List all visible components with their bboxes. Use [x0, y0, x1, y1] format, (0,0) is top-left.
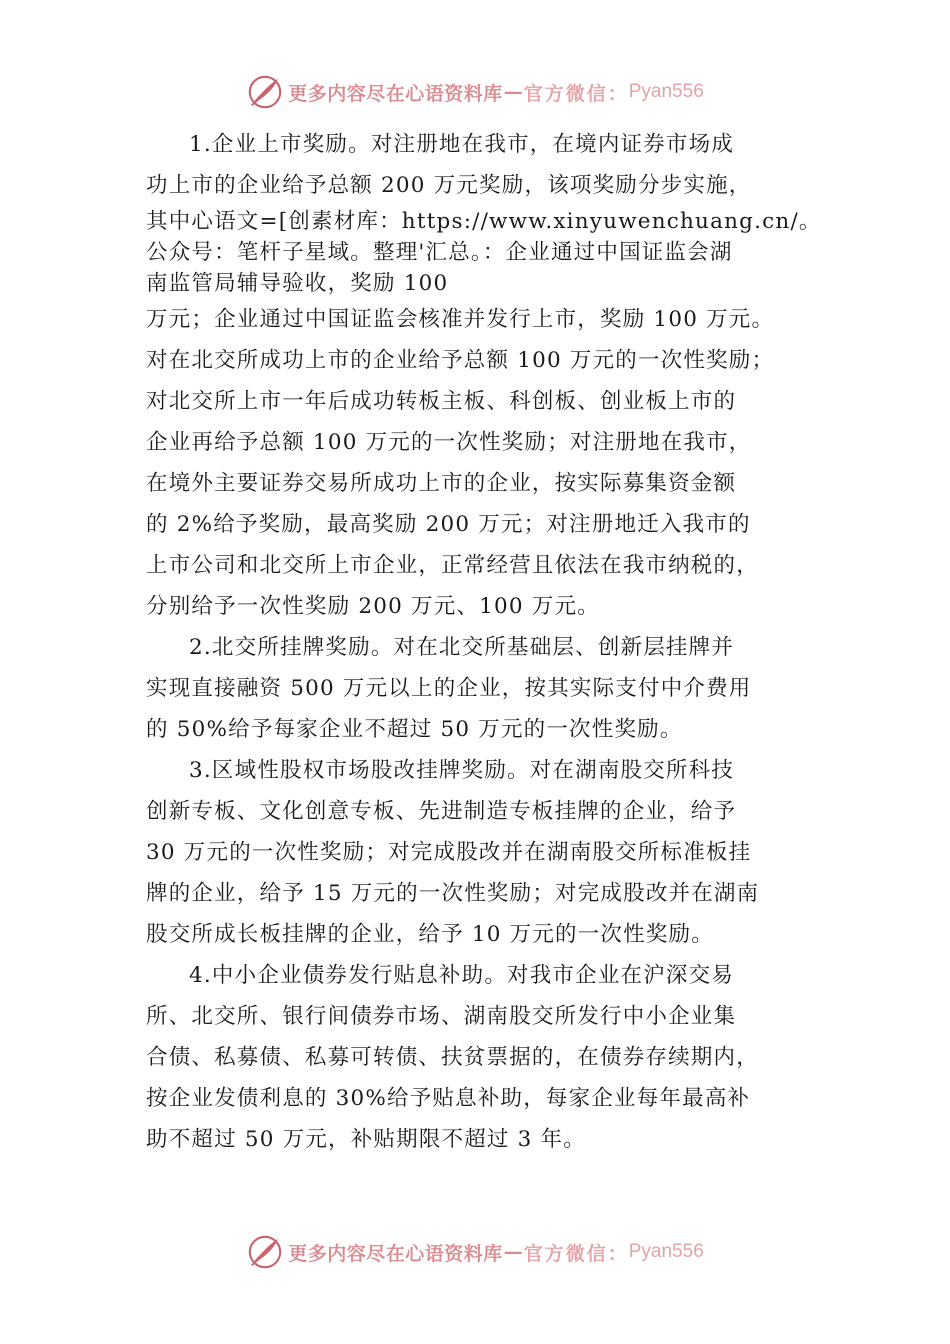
text-line: 的 2%给予奖励，最高奖励 200 万元；对注册地迁入我市的 — [146, 512, 751, 537]
text-line: 上市公司和北交所上市企业，正常经营且依法在我市纳税的， — [146, 553, 759, 578]
text-line: 对在北交所成功上市的企业给予总额 100 万元的一次性奖励； — [146, 348, 775, 373]
feather-pen-circle-icon — [246, 1233, 284, 1271]
text-line: 3.区域性股权市场股改挂牌奖励。对在湖南股交所科技 — [189, 758, 735, 783]
text-line: 分别给予一次性奖励 200 万元、100 万元。 — [146, 594, 600, 619]
text-line: 创新专板、文化创意专板、先进制造专板挂牌的企业，给予 — [146, 799, 737, 824]
text-line: 助不超过 50 万元，补贴期限不超过 3 年。 — [146, 1127, 586, 1152]
text-line: 对北交所上市一年后成功转板主板、科创板、创业板上市的 — [146, 389, 737, 414]
text-line: 的 50%给予每家企业不超过 50 万元的一次性奖励。 — [146, 717, 683, 742]
text-line: 4.中小企业债券发行贴息补助。对我市企业在沪深交易 — [189, 963, 735, 988]
banner-text: 更多内容尽在心语资料库 — [288, 1242, 503, 1265]
text-line: 在境外主要证券交易所成功上市的企业，按实际募集资金额 — [146, 471, 737, 496]
text-line: 股交所成长板挂牌的企业，给予 10 万元的一次性奖励。 — [146, 922, 714, 947]
footer-banner — [0, 1230, 950, 1274]
text-line: 2.北交所挂牌奖励。对在北交所基础层、创新层挂牌并 — [189, 635, 735, 660]
banner-wechat-id: Pyan556 — [628, 81, 704, 102]
text-line: 其中心语文=[创素材库：https://www.xinyuwenchuang.cn/。 — [146, 209, 822, 234]
text-line: 1.企业上市奖励。对注册地在我市，在境内证券市场成 — [189, 132, 735, 157]
text-line: 合债、私募债、私募可转债、扶贫票据的，在债券存续期内， — [146, 1045, 759, 1070]
text-line: 南监管局辅导验收，奖励 100 — [146, 271, 449, 296]
banner-separator: — — [503, 81, 523, 103]
text-line: 牌的企业，给予 15 万元的一次性奖励；对完成股改并在湖南 — [146, 881, 760, 906]
text-line: 按企业发债利息的 30%给予贴息补助，每家企业每年最高补 — [146, 1086, 751, 1111]
text-line: 功上市的企业给予总额 200 万元奖励，该项奖励分步实施， — [146, 173, 752, 198]
banner-wechat-label: 官方微信： — [523, 82, 629, 105]
document-body — [146, 124, 830, 1160]
feather-pen-circle-icon — [246, 73, 284, 111]
banner-text: 更多内容尽在心语资料库 — [288, 82, 503, 105]
banner-wechat-id: Pyan556 — [628, 1241, 704, 1262]
text-line: 企业再给予总额 100 万元的一次性奖励；对注册地在我市， — [146, 430, 752, 455]
text-line: 所、北交所、银行间债券市场、湖南股交所发行中小企业集 — [146, 1004, 737, 1029]
header-banner — [0, 70, 950, 114]
text-line: 实现直接融资 500 万元以上的企业，按其实际支付中介费用 — [146, 676, 752, 701]
text-line: 万元；企业通过中国证监会核准并发行上市，奖励 100 万元。 — [146, 307, 775, 332]
banner-wechat-label: 官方微信： — [523, 1242, 629, 1265]
text-line: 公众号：笔杆子星域。整理'汇总。：企业通过中国证监会湖 — [146, 240, 733, 265]
banner-separator: — — [503, 1241, 523, 1263]
text-line: 30 万元的一次性奖励；对完成股改并在湖南股交所标准板挂 — [146, 840, 752, 865]
